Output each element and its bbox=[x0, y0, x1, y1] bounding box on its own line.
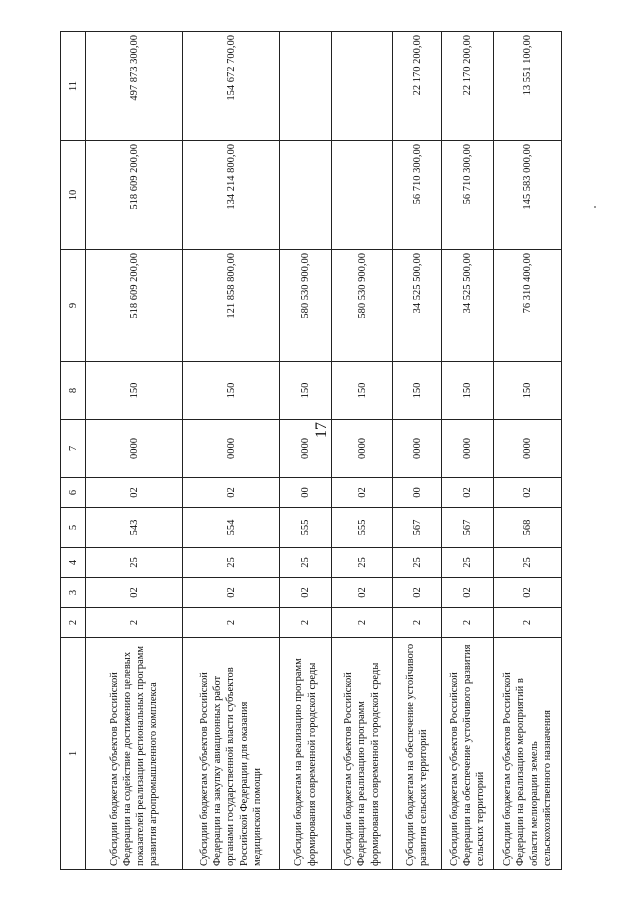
cell-col2: 2 bbox=[332, 608, 393, 638]
cell-col8: 150 bbox=[332, 362, 393, 420]
cell-col3: 02 bbox=[332, 578, 393, 608]
cell-col10 bbox=[280, 141, 332, 250]
cell-col8: 150 bbox=[494, 362, 562, 420]
cell-col2: 2 bbox=[86, 608, 183, 638]
cell-col10: 56 710 300,00 bbox=[393, 141, 442, 250]
cell-col7: 0000 bbox=[86, 420, 183, 478]
cell-col10 bbox=[332, 141, 393, 250]
cell-col4: 25 bbox=[393, 548, 442, 578]
cell-col5: 567 bbox=[442, 508, 494, 548]
cell-col11: 22 170 200,00 bbox=[393, 32, 442, 141]
row-name: Субсидии бюджетам субъектов Российской Федерации на обеспечение устойчивого развития сельских территорий bbox=[442, 638, 494, 870]
table-row bbox=[280, 32, 332, 870]
header-cell-6: 6 bbox=[61, 478, 86, 508]
rotated-table-inner bbox=[60, 32, 560, 870]
cell-col6: 02 bbox=[86, 478, 183, 508]
cell-col5: 554 bbox=[183, 508, 280, 548]
cell-col3: 02 bbox=[393, 578, 442, 608]
table-row bbox=[494, 32, 562, 870]
cell-col11: 22 170 200,00 bbox=[442, 32, 494, 141]
cell-col2: 2 bbox=[280, 608, 332, 638]
cell-col11 bbox=[280, 32, 332, 141]
cell-col3: 02 bbox=[183, 578, 280, 608]
cell-col8: 150 bbox=[442, 362, 494, 420]
row-name: Субсидии бюджетам на реализацию программ формирования современной городской среды bbox=[280, 638, 332, 870]
budget-table bbox=[60, 31, 562, 870]
row-name: Субсидии бюджетам на обеспечение устойчивого развития сельских территорий bbox=[393, 638, 442, 870]
row-name: Субсидии бюджетам субъектов Российской Федерации на реализацию программ формирования современной городской среды bbox=[332, 638, 393, 870]
scan-speck bbox=[594, 206, 596, 208]
cell-col6: 00 bbox=[393, 478, 442, 508]
cell-col9: 34 525 500,00 bbox=[442, 250, 494, 362]
table-row bbox=[332, 32, 393, 870]
cell-col2: 2 bbox=[494, 608, 562, 638]
header-cell-8: 8 bbox=[61, 362, 86, 420]
header-cell-10: 10 bbox=[61, 141, 86, 250]
header-cell-4: 4 bbox=[61, 548, 86, 578]
cell-col4: 25 bbox=[332, 548, 393, 578]
cell-col6: 02 bbox=[442, 478, 494, 508]
header-cell-2: 2 bbox=[61, 608, 86, 638]
cell-col10: 56 710 300,00 bbox=[442, 141, 494, 250]
cell-col6: 02 bbox=[183, 478, 280, 508]
cell-col5: 568 bbox=[494, 508, 562, 548]
page-number: 17 bbox=[313, 422, 330, 438]
cell-col11 bbox=[332, 32, 393, 141]
cell-col5: 555 bbox=[280, 508, 332, 548]
cell-col3: 02 bbox=[494, 578, 562, 608]
cell-col2: 2 bbox=[183, 608, 280, 638]
header-cell-11: 11 bbox=[61, 32, 86, 141]
cell-col7: 0000 bbox=[280, 420, 332, 478]
cell-col4: 25 bbox=[494, 548, 562, 578]
header-cell-1: 1 bbox=[61, 638, 86, 870]
cell-col4: 25 bbox=[280, 548, 332, 578]
cell-col4: 25 bbox=[183, 548, 280, 578]
cell-col10: 518 609 200,00 bbox=[86, 141, 183, 250]
cell-col3: 02 bbox=[86, 578, 183, 608]
cell-col2: 2 bbox=[442, 608, 494, 638]
cell-col7: 0000 bbox=[442, 420, 494, 478]
header-cell-3: 3 bbox=[61, 578, 86, 608]
cell-col10: 145 583 000,00 bbox=[494, 141, 562, 250]
cell-col3: 02 bbox=[280, 578, 332, 608]
cell-col9: 121 858 800,00 bbox=[183, 250, 280, 362]
rotated-table-container bbox=[60, 32, 560, 870]
cell-col11: 154 672 700,00 bbox=[183, 32, 280, 141]
cell-col11: 497 873 300,00 bbox=[86, 32, 183, 141]
cell-col10: 134 214 800,00 bbox=[183, 141, 280, 250]
row-name: Субсидии бюджетам субъектов Российской Федерации на содействие достижению целевых показателей реализации региональных программ развития агропромышленного комплекса bbox=[86, 638, 183, 870]
row-name: Субсидии бюджетам субъектов Российской Федерации на реализацию мероприятий в области мелиорации земель сельскохозяйственного назначения bbox=[494, 638, 562, 870]
cell-col5: 555 bbox=[332, 508, 393, 548]
cell-col4: 25 bbox=[442, 548, 494, 578]
cell-col7: 0000 bbox=[393, 420, 442, 478]
cell-col5: 567 bbox=[393, 508, 442, 548]
table-row bbox=[393, 32, 442, 870]
cell-col7: 0000 bbox=[494, 420, 562, 478]
cell-col9: 76 310 400,00 bbox=[494, 250, 562, 362]
cell-col8: 150 bbox=[86, 362, 183, 420]
table-row bbox=[183, 32, 280, 870]
header-row bbox=[61, 32, 86, 870]
cell-col8: 150 bbox=[280, 362, 332, 420]
cell-col11: 13 551 100,00 bbox=[494, 32, 562, 141]
cell-col2: 2 bbox=[393, 608, 442, 638]
cell-col3: 02 bbox=[442, 578, 494, 608]
cell-col8: 150 bbox=[393, 362, 442, 420]
row-name: Субсидии бюджетам субъектов Российской Федерации на закупку авиационных работ органами государственной власти субъектов Российской Федерации для оказания медицинской помощи bbox=[183, 638, 280, 870]
header-cell-5: 5 bbox=[61, 508, 86, 548]
header-cell-9: 9 bbox=[61, 250, 86, 362]
cell-col9: 580 530 900,00 bbox=[332, 250, 393, 362]
cell-col8: 150 bbox=[183, 362, 280, 420]
cell-col9: 580 530 900,00 bbox=[280, 250, 332, 362]
cell-col7: 0000 bbox=[332, 420, 393, 478]
cell-col6: 00 bbox=[280, 478, 332, 508]
cell-col9: 518 609 200,00 bbox=[86, 250, 183, 362]
cell-col6: 02 bbox=[494, 478, 562, 508]
cell-col7: 0000 bbox=[183, 420, 280, 478]
table-row bbox=[442, 32, 494, 870]
cell-col6: 02 bbox=[332, 478, 393, 508]
header-cell-7: 7 bbox=[61, 420, 86, 478]
cell-col5: 543 bbox=[86, 508, 183, 548]
table-row bbox=[86, 32, 183, 870]
cell-col9: 34 525 500,00 bbox=[393, 250, 442, 362]
cell-col4: 25 bbox=[86, 548, 183, 578]
